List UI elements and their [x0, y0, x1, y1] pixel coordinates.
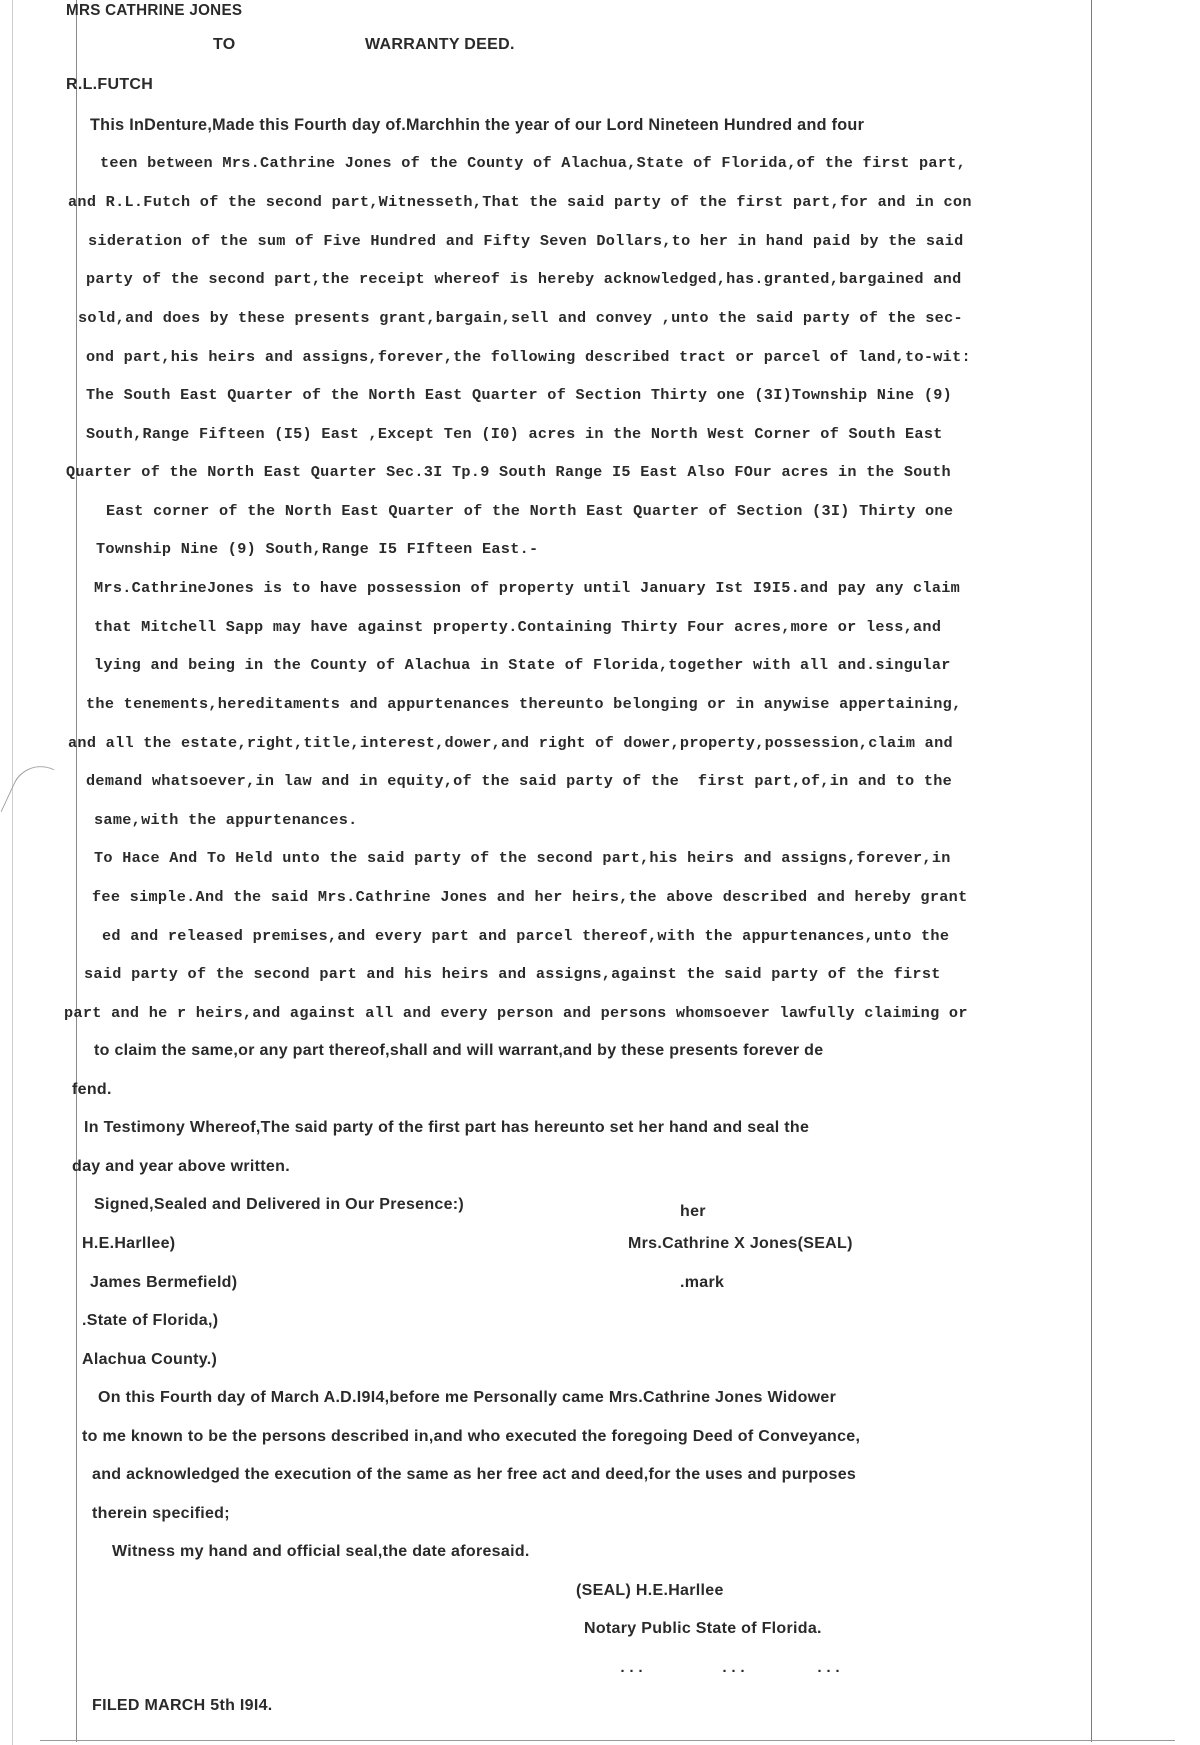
body-line: to claim the same,or any part thereof,shall and will warrant,and by these presents forever de [94, 1042, 824, 1059]
separator-dots: ... [618, 1660, 646, 1677]
testimony-line: day and year above written. [72, 1158, 290, 1175]
body-line: demand whatsoever,in law and in equity,of the said party of the first part,of,in and to the [86, 772, 953, 790]
body-line: sold,and does by these presents grant,bargain,sell and convey ,unto the said party of the sec- [78, 309, 963, 327]
separator-dots: ... [720, 1660, 748, 1677]
body-line: Quarter of the North East Quarter Sec.3I Tp.9 South Range I5 East Also FOur acres in the South [66, 463, 951, 481]
grantee-name: R.L.FUTCH [66, 76, 154, 93]
document-title: WARRANTY DEED. [365, 36, 515, 53]
body-line: and R.L.Futch of the second part,Witnesseth,That the said party of the first part,for and in con [68, 193, 972, 211]
header-to: TO [213, 36, 236, 53]
body-line: the tenements,hereditaments and appurtenances thereunto belonging or in anywise appertaining, [86, 695, 962, 713]
notary-signature: (SEAL) H.E.Harllee [576, 1582, 724, 1599]
body-line: ond part,his heirs and assigns,forever,the following described tract or parcel of land,to-wit: [86, 348, 971, 366]
body-line: said party of the second part and his heirs and assigns,against the said party of the first [84, 965, 941, 983]
body-line: Township Nine (9) South,Range I5 FIfteen East.- [96, 540, 539, 558]
witness-1: H.E.Harllee) [82, 1235, 176, 1252]
body-line: teen between Mrs.Cathrine Jones of the County of Alachua,State of Florida,of the first part, [100, 154, 967, 172]
body-line: South,Range Fifteen (I5) East ,Except Ten (I0) acres in the North West Corner of South East [86, 425, 943, 443]
notary-title: Notary Public State of Florida. [584, 1620, 822, 1637]
acknowledgment-line: and acknowledged the execution of the same as her free act and deed,for the uses and purposes [92, 1466, 857, 1483]
body-line: lying and being in the County of Alachua in State of Florida,together with all and.singular [94, 656, 951, 674]
body-line: part and he r heirs,and against all and every person and persons whomsoever lawfully claiming or [64, 1004, 968, 1022]
grantor-mark: .mark [680, 1274, 725, 1291]
body-line: East corner of the North East Quarter of the North East Quarter of Section (3I) Thirty one [106, 502, 954, 520]
body-line: fee simple.And the said Mrs.Cathrine Jones and her heirs,the above described and hereby grant [92, 888, 968, 906]
separator-dots: ... [815, 1660, 843, 1677]
acknowledgment-line: to me known to be the persons described in,and who executed the foregoing Deed of Conveyance, [82, 1428, 861, 1445]
body-line: The South East Quarter of the North East Quarter of Section Thirty one (3I)Township Nine (9) [86, 386, 953, 404]
body-line: This InDenture,Made this Fourth day of.Marchhin the year of our Lord Nineteen Hundred and four [90, 116, 865, 134]
grantor-name: MRS CATHRINE JONES [66, 2, 243, 19]
acknowledgment-line: therein specified; [92, 1505, 230, 1522]
grantor-her: her [680, 1203, 706, 1220]
body-line: party of the second part,the receipt whereof is hereby acknowledged,has.granted,bargained and [86, 270, 962, 288]
page-curl-mark [1, 756, 55, 824]
page-bottom-border [40, 1740, 1175, 1741]
testimony-line: In Testimony Whereof,The said party of the first part has hereunto set her hand and seal the [84, 1119, 810, 1136]
witness-my-hand: Witness my hand and official seal,the date aforesaid. [112, 1543, 530, 1560]
body-line: ed and released premises,and every part and parcel thereof,with the appurtenances,unto the [102, 927, 950, 945]
grantor-signature: Mrs.Cathrine X Jones(SEAL) [628, 1235, 853, 1252]
state-venue: .State of Florida,) [82, 1312, 219, 1329]
body-line: that Mitchell Sapp may have against property.Containing Thirty Four acres,more or less,and [94, 618, 942, 636]
body-line: sideration of the sum of Five Hundred and Fifty Seven Dollars,to her in hand paid by the said [88, 232, 964, 250]
witness-2: James Bermefield) [90, 1274, 238, 1291]
county-venue: Alachua County.) [82, 1351, 218, 1368]
body-line: fend. [72, 1081, 112, 1098]
witness-heading: Signed,Sealed and Delivered in Our Presence:) [94, 1196, 465, 1213]
acknowledgment-line: On this Fourth day of March A.D.I9I4,before me Personally came Mrs.Cathrine Jones Widower [98, 1389, 837, 1406]
body-line: and all the estate,right,title,interest,dower,and right of dower,property,possession,claim and [68, 734, 953, 752]
body-line: To Hace And To Held unto the said party of the second part,his heirs and assigns,forever,in [94, 849, 951, 867]
filed-date: FILED MARCH 5th I9I4. [92, 1697, 273, 1714]
page-right-border [1091, 0, 1092, 1742]
body-line: same,with the appurtenances. [94, 811, 358, 829]
page-left-border [76, 0, 77, 1742]
scan-outer-edge [12, 0, 13, 1745]
body-line: Mrs.CathrineJones is to have possession of property until January Ist I9I5.and pay any claim [94, 579, 961, 597]
